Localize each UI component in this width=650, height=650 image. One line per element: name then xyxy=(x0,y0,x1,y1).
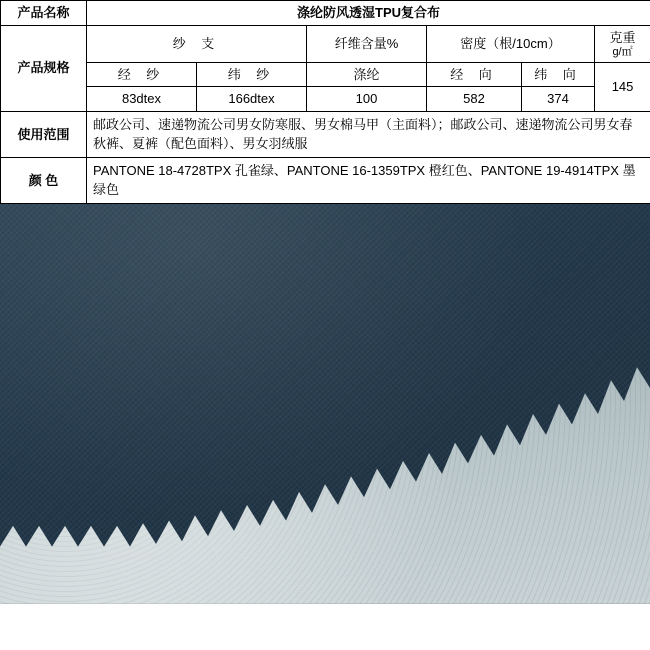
warp-yarn-value: 83dtex xyxy=(87,87,197,112)
color-label: 颜 色 xyxy=(1,157,87,203)
table-row-spec-headers xyxy=(1,25,650,62)
product-spec-table xyxy=(0,0,650,204)
product-name-label: 产品名称 xyxy=(1,1,87,26)
fiber-content-value: 100 xyxy=(307,87,427,112)
warp-direction-label: 经 向 xyxy=(427,62,522,87)
product-name-value: 涤纶防风透湿TPU复合布 xyxy=(87,1,650,26)
color-value: PANTONE 18-4728TPX 孔雀绿、PANTONE 16-1359TPX 橙红色、PANTONE 19-4914TPX 墨绿色 xyxy=(87,157,650,203)
weight-unit: g/㎡ xyxy=(612,46,633,59)
table-row-values xyxy=(1,87,650,112)
fiber-content-label: 纤维含量% xyxy=(307,25,427,62)
usage-label: 使用范围 xyxy=(1,111,87,157)
yarn-group-label: 纱 支 xyxy=(87,25,307,62)
weft-density-value: 374 xyxy=(522,87,595,112)
weft-direction-label: 纬 向 xyxy=(522,62,595,87)
density-label: 密度（根/10cm） xyxy=(427,25,595,62)
weight-label-text: 克重 xyxy=(609,29,636,45)
warp-yarn-label: 经 纱 xyxy=(87,62,197,87)
weft-yarn-label: 纬 纱 xyxy=(197,62,307,87)
warp-density-value: 582 xyxy=(427,87,522,112)
table-row-product-name xyxy=(1,1,650,26)
table-row-subheaders xyxy=(1,62,650,87)
weight-label xyxy=(595,25,650,62)
table-row-color xyxy=(1,157,650,203)
fabric-sample-image xyxy=(0,204,650,604)
usage-value: 邮政公司、速递物流公司男女防寒服、男女棉马甲（主面料）；邮政公司、速递物流公司男女春秋裤、夏裤（配色面料）、男女羽绒服 xyxy=(87,111,650,157)
product-spec-label: 产品规格 xyxy=(1,25,87,111)
fiber-name: 涤纶 xyxy=(307,62,427,87)
weight-value: 145 xyxy=(595,62,650,111)
weft-yarn-value: 166dtex xyxy=(197,87,307,112)
table-row-usage xyxy=(1,111,650,157)
